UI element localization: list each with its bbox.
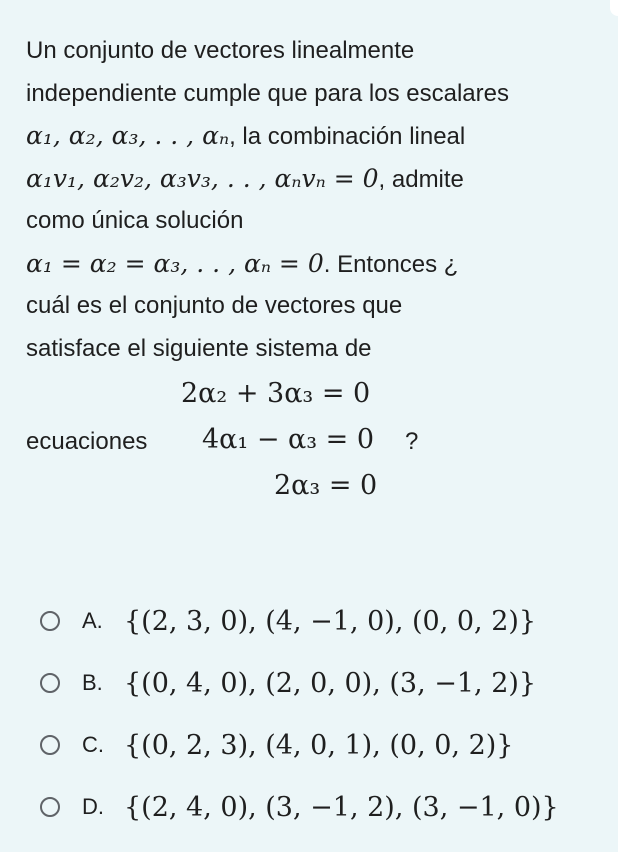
equation-1: 2α₂ + 3α₃ = 0 [181,378,371,409]
option-d-text: {(2, 4, 0), (3, −1, 2), (3, −1, 0)} [124,791,559,823]
option-d[interactable] [40,776,559,838]
question-line-6 [26,243,591,286]
question-line-4-text: , admite [378,165,464,193]
question-text [26,30,591,530]
radio-button-c[interactable] [40,735,60,755]
question-line-4 [26,158,591,201]
option-c[interactable] [40,714,559,776]
radio-button-b[interactable] [40,673,60,693]
option-c-letter: C. [82,732,104,757]
question-line-3-text: , la combinación lineal [229,123,466,150]
radio-button-d[interactable] [40,797,60,817]
question-line-8: satisface el siguiente sistema de [26,334,372,362]
question-mark: ? [405,428,419,455]
combination-math: α₁v₁, α₂v₂, α₃v₃, . . , αₙvₙ = 0 [26,163,379,193]
question-line-3 [26,115,591,158]
equation-system [26,370,591,530]
option-a-text: {(2, 3, 0), (4, −1, 0), (0, 0, 2)} [124,605,537,637]
equation-2: 4α₁ − α₃ = 0 [202,424,375,455]
system-label: ecuaciones [26,428,148,455]
scalars-math: α₁, α₂, α₃, . . , αₙ [26,121,230,150]
page-corner [610,0,618,16]
option-d-letter: D. [82,794,104,819]
question-line-7: cuál es el conjunto de vectores que [26,292,403,319]
question-line-5: como única solución [26,207,244,234]
question-line-1: Un conjunto de vectores linealmente [26,37,415,64]
question-line-6-text: . Entonces ¿ [323,250,459,278]
option-b[interactable] [40,652,559,714]
option-a-letter: A. [82,608,103,633]
option-a[interactable] [40,590,559,652]
option-c-text: {(0, 2, 3), (4, 0, 1), (0, 0, 2)} [124,729,514,761]
question-line-2: independiente cumple que para los escalares [26,79,509,107]
option-b-letter: B. [82,670,103,695]
equation-3: 2α₃ = 0 [274,470,378,501]
option-b-text: {(0, 4, 0), (2, 0, 0), (3, −1, 2)} [124,667,537,699]
solution-math: α₁ = α₂ = α₃, . . , αₙ = 0 [26,248,324,278]
radio-button-a[interactable] [40,611,60,631]
answer-options [40,590,559,838]
